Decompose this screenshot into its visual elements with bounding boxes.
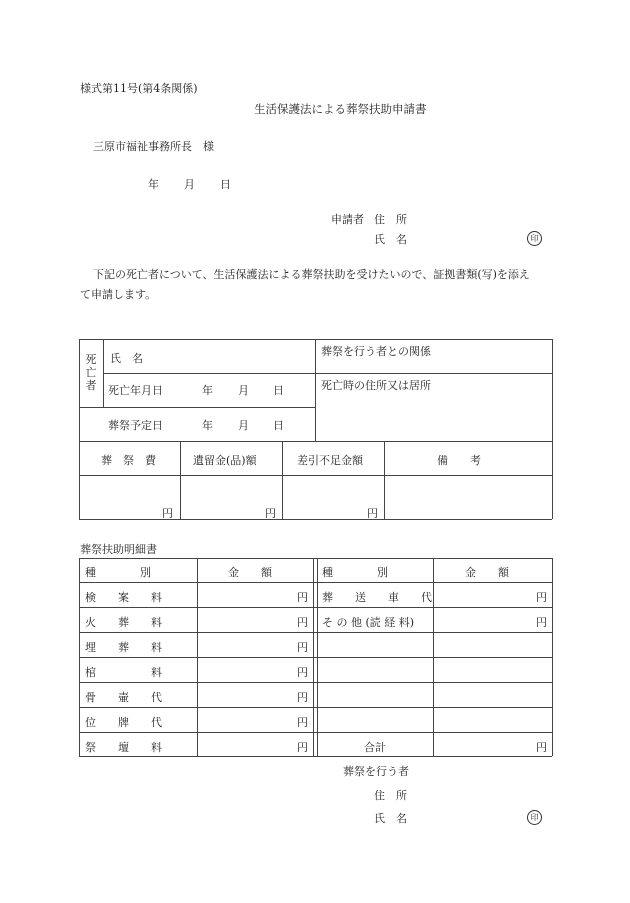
item-coffin: 棺 料 xyxy=(85,666,162,679)
detail-title: 葬祭扶助明細書 xyxy=(80,543,157,556)
applicant-label: 申請者 xyxy=(331,213,364,226)
funeral-cost-header: 葬 祭 費 xyxy=(101,454,156,467)
death-date-label: 死亡年月日 xyxy=(108,384,163,397)
yen-row-6-left: 円 xyxy=(297,716,308,729)
yen-row-1-right: 円 xyxy=(536,591,547,604)
detail-total-label: 合計 xyxy=(364,741,386,754)
body-line-2: て申請します。 xyxy=(80,288,157,301)
relation-label: 葬祭を行う者との関係 xyxy=(321,345,431,358)
item-cremation: 火 葬 料 xyxy=(85,616,162,629)
detail-type-header-left: 種 別 xyxy=(85,566,151,579)
applicant-name-label: 氏 名 xyxy=(374,233,407,246)
deceased-side-label: 死 亡 者 xyxy=(85,353,97,392)
remarks-header: 備 考 xyxy=(437,454,481,467)
funeral-month: 月 xyxy=(238,419,249,432)
funeral-day: 日 xyxy=(273,419,284,432)
yen-row-4-left: 円 xyxy=(297,666,308,679)
item-burial: 埋 葬 料 xyxy=(85,641,162,654)
funeral-cost-yen: 円 xyxy=(162,507,173,520)
death-year: 年 xyxy=(202,384,213,397)
detail-amount-header-right: 金 額 xyxy=(465,566,509,579)
address-at-death-label: 死亡時の住所又は居所 xyxy=(321,379,431,392)
yen-row-2-right: 円 xyxy=(536,616,547,629)
deceased-name-label: 氏 名 xyxy=(110,352,143,365)
detail-amount-header-left: 金 額 xyxy=(228,566,272,579)
yen-row-7-left: 円 xyxy=(297,741,308,754)
estate-header: 遺留金(品)額 xyxy=(193,454,257,467)
applicant-seal-icon: 印 xyxy=(527,231,542,246)
applicant-address-label: 住 所 xyxy=(374,213,407,226)
item-altar: 祭 壇 料 xyxy=(85,741,162,754)
death-day: 日 xyxy=(273,384,284,397)
date-year: 年 xyxy=(148,178,159,191)
funeral-person-seal-icon: 印 xyxy=(527,810,542,825)
item-hearse: 葬 送 車 代 xyxy=(322,591,432,604)
estate-yen: 円 xyxy=(265,507,276,520)
funeral-date-label: 葬祭予定日 xyxy=(108,419,163,432)
death-month: 月 xyxy=(238,384,249,397)
funeral-year: 年 xyxy=(202,419,213,432)
yen-row-5-left: 円 xyxy=(297,691,308,704)
item-other-sutra: そ の 他 (読 経 料) xyxy=(322,616,415,629)
item-memorial-tablet: 位 牌 代 xyxy=(85,716,162,729)
yen-row-1-left: 円 xyxy=(297,591,308,604)
shortfall-yen: 円 xyxy=(367,507,378,520)
form-title: 生活保護法による葬祭扶助申請書 xyxy=(254,102,427,116)
detail-type-header-right: 種 別 xyxy=(322,566,388,579)
body-line-1: 下記の死亡者について、生活保護法による葬祭扶助を受けたいので、証拠書類(写)を添え xyxy=(93,268,530,281)
form-number: 様式第11号(第4条関係) xyxy=(80,82,198,95)
addressee: 三原市福祉事務所長 様 xyxy=(93,140,214,153)
yen-total: 円 xyxy=(536,741,547,754)
funeral-person-label: 葬祭を行う者 xyxy=(343,765,409,778)
date-day: 日 xyxy=(220,178,231,191)
shortfall-header: 差引不足金額 xyxy=(297,454,363,467)
yen-row-2-left: 円 xyxy=(297,616,308,629)
date-month: 月 xyxy=(184,178,195,191)
item-autopsy: 検 案 料 xyxy=(85,591,162,604)
funeral-person-address-label: 住 所 xyxy=(374,789,407,802)
item-urn: 骨 壷 代 xyxy=(85,691,162,704)
yen-row-3-left: 円 xyxy=(297,641,308,654)
funeral-person-name-label: 氏 名 xyxy=(374,812,407,825)
